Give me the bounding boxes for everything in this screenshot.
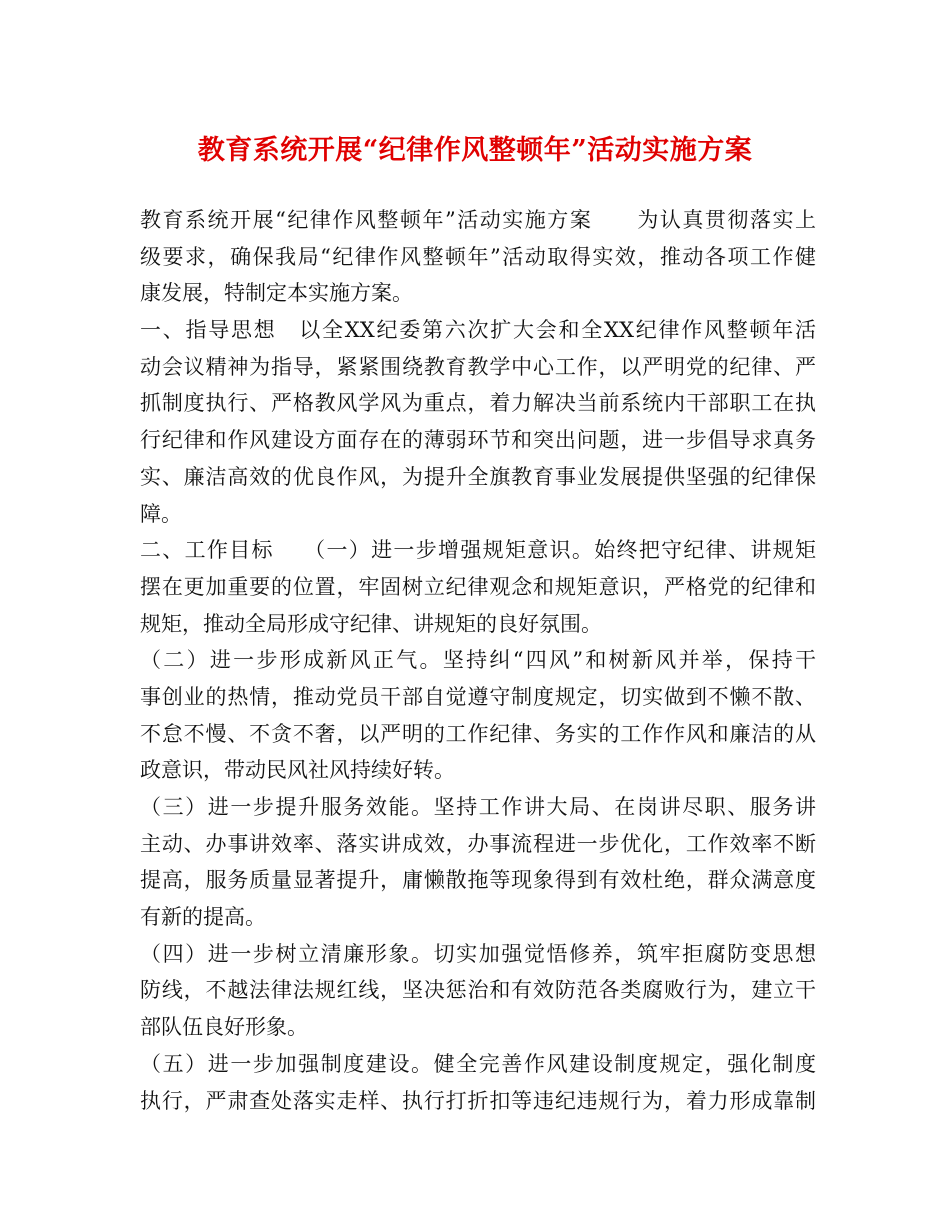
text-line: 不怠不慢、不贪不奢，以严明的工作纪律、务实的工作作风和廉洁的从 xyxy=(140,721,816,746)
text-line: 执行，严肃查处落实走样、执行打折扣等违纪违规行为，着力形成靠制 xyxy=(140,1088,816,1113)
text-line: 防线，不越法律法规红线，坚决惩治和有效防范各类腐败行为，建立干 xyxy=(140,978,816,1003)
text-line: 事创业的热情，推动党员干部自觉遵守制度规定，切实做到不懒不散、 xyxy=(140,684,816,709)
text-line: （二）进一步形成新风正气。坚持纠“四风”和树新风并举，保持干 xyxy=(140,648,816,673)
text-line: 级要求，确保我局“纪律作风整顿年”活动取得实效，推动各项工作健 xyxy=(140,244,816,269)
text-line: 动会议精神为指导，紧紧围绕教育教学中心工作，以严明党的纪律、严 xyxy=(140,354,816,379)
text-line: 提高，服务质量显著提升，庸懒散拖等现象得到有效杜绝，群众满意度 xyxy=(140,868,816,893)
text-line: 一、指导思想 以全XX纪委第六次扩大会和全XX纪律作风整顿年活 xyxy=(140,318,816,343)
text-line: 有新的提高。 xyxy=(140,905,266,930)
text-line: （五）进一步加强制度建设。健全完善作风建设制度规定，强化制度 xyxy=(140,1051,816,1076)
text-line: 实、廉洁高效的优良作风，为提升全旗教育事业发展提供坚强的纪律保 xyxy=(140,464,816,489)
text-line: （三）进一步提升服务效能。坚持工作讲大局、在岗讲尽职、服务讲 xyxy=(140,795,816,819)
text-line: 行纪律和作风建设方面存在的薄弱环节和突出问题，进一步倡导求真务 xyxy=(140,428,816,453)
text-line: 障。 xyxy=(140,501,182,526)
text-line: 部队伍良好形象。 xyxy=(140,1015,308,1040)
document-body xyxy=(140,202,816,1119)
text-line: 教育系统开展“纪律作风整顿年”活动实施方案 为认真贯彻落实上 xyxy=(140,208,816,232)
text-line: 抓制度执行、严格教风学风为重点，着力解决当前系统内干部职工在执 xyxy=(140,391,816,416)
text-line: 摆在更加重要的位置，牢固树立纪律观念和规矩意识，严格党的纪律和 xyxy=(140,574,816,599)
document-title: 教育系统开展“纪律作风整顿年”活动实施方案 xyxy=(197,135,753,166)
text-line: 二、工作目标 （一）进一步增强规矩意识。始终把守纪律、讲规矩 xyxy=(140,538,816,563)
text-line: 康发展，特制定本实施方案。 xyxy=(140,281,413,306)
text-line: 政意识，带动民风社风持续好转。 xyxy=(140,758,455,783)
text-line: （四）进一步树立清廉形象。切实加强觉悟修养，筑牢拒腐防变思想 xyxy=(140,941,816,966)
text-line: 规矩，推动全局形成守纪律、讲规矩的良好氛围。 xyxy=(140,611,602,636)
text-line: 主动、办事讲效率、落实讲成效，办事流程进一步优化，工作效率不断 xyxy=(140,831,816,856)
